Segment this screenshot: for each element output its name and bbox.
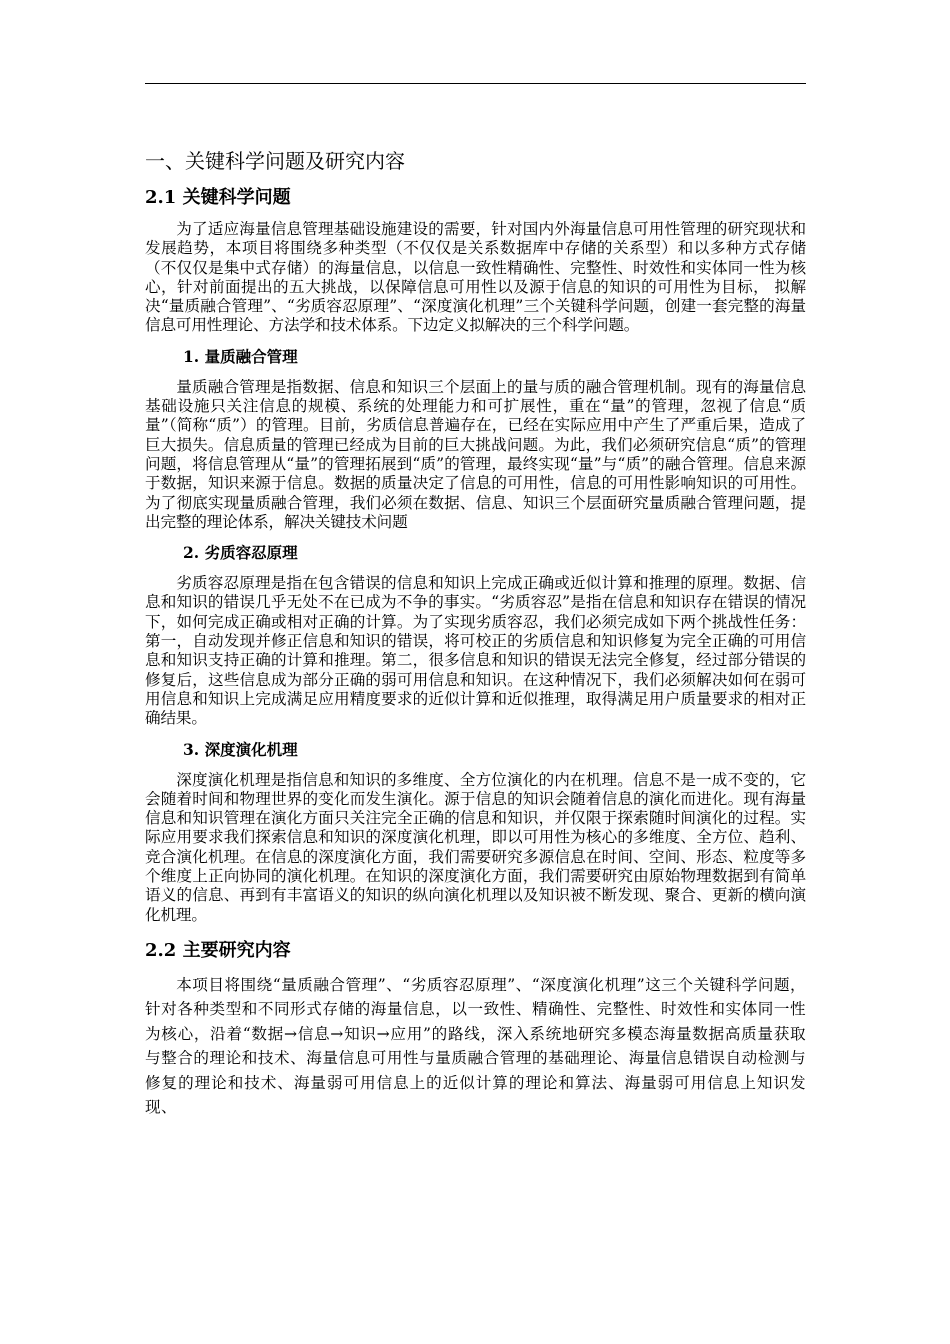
problem-title-quantity-quality: 1. 量质融合管理 bbox=[183, 346, 298, 366]
intro-paragraph: 为了适应海量信息管理基础设施建设的需要，针对国内外海量信息可用性管理的研究现状和发展趋势，本项目将围绕多种类型（不仅仅是关系数据库中存储的关系型）和以多种方式存储（不仅仅是集中式存储）的海量信息，以信息一致性精确性、完整性、时效性和实体同一性为核心，针对前面提出的五大挑战，以保障信息可用性以及源于信息的知识的可用性为目标， 拟解决“量质融合管理”、“劣质容忍原理”、“深度演化机理”三个关键科学问题，创建一套完整的海量信息可用性理论、方法学和技术体系。下边定义拟解决的三个科学问题。 bbox=[145, 220, 806, 335]
problem-body-deep-evolution: 深度演化机理是指信息和知识的多维度、全方位演化的内在机理。信息不是一成不变的，它会随着时间和物理世界的变化而发生演化。源于信息的知识会随着信息的演化而进化。现有海量信息和知识管理在演化方面只关注完全正确的信息和知识，并仅限于探索随时间演化的过程。实际应用要求我们探索信息和知识的深度演化机理，即以可用性为核心的多维度、全方位、趋利、竞合演化机理。在信息的深度演化方面，我们需要研究多源信息在时间、空间、形态、粒度等多个维度上正向协同的演化机理。在知识的深度演化方面，我们需要研究由原始物理数据到有简单语义的信息、再到有丰富语义的知识的纵向演化机理以及知识被不断发现、聚合、更新的横向演化机理。 bbox=[145, 770, 806, 924]
section-title: 一、关键科学问题及研究内容 bbox=[145, 149, 405, 173]
problem-body-poor-quality-tolerance: 劣质容忍原理是指在包含错误的信息和知识上完成正确或近似计算和推理的原理。数据、信息和知识的错误几乎无处不在已成为不争的事实。“劣质容忍”是指在信息和知识存在错误的情况下，如何完成正确或相对正确的计算。为了实现劣质容忍，我们必须完成如下两个挑战性任务：第一，自动发现并修正信息和知识的错误，将可校正的劣质信息和知识修复为完全正确的可用信息和知识支持正确的计算和推理。第二，很多信息和知识的错误无法完全修复，经过部分错误的修复后，这些信息成为部分正确的弱可用信息和知识。在这种情况下，我们必须解决如何在弱可用信息和知识上完成满足应用精度要求的近似计算和近似推理，取得满足用户质量要求的相对正确结果。 bbox=[145, 574, 806, 728]
header-rule bbox=[145, 83, 806, 84]
problem-body-quantity-quality: 量质融合管理是指数据、信息和知识三个层面上的量与质的融合管理机制。现有的海量信息基础设施只关注信息的规模、系统的处理能力和可扩展性，重在“量”的管理，忽视了信息“质量”（简称“质”）的管理。目前，劣质信息普遍存在，已经在实际应用中产生了严重后果，造成了巨大损失。信息质量的管理已经成为目前的巨大挑战问题。为此，我们必须研究信息“质”的管理问题，将信息管理从“量”的管理拓展到“质”的管理，最终实现“量”与“质”的融合管理。信息来源于数据，知识来源于信息。数据的质量决定了信息的可用性，信息的可用性影响知识的可用性。为了彻底实现量质融合管理，我们必须在数据、信息、知识三个层面研究量质融合管理问题，提出完整的理论体系，解决关键技术问题 bbox=[145, 377, 806, 531]
subsection-title-research-content: 2.2 主要研究内容 bbox=[145, 939, 291, 961]
subsection-title-key-problems: 2.1 关键科学问题 bbox=[145, 187, 291, 208]
problem-title-poor-quality-tolerance: 2. 劣质容忍原理 bbox=[183, 543, 298, 563]
research-content-paragraph: 本项目将围绕“量质融合管理”、“劣质容忍原理”、“深度演化机理”这三个关键科学问题，针对各种类型和不同形式存储的海量信息，以一致性、精确性、完整性、时效性和实体同一性为核心，沿着“数据→信息→知识→应用”的路线，深入系统地研究多模态海量数据高质量获取与整合的理论和技术、海量信息可用性与量质融合管理的基础理论、海量信息错误自动检测与修复的理论和技术、海量弱可用信息上的近似计算的理论和算法、海量弱可用信息上知识发现、 bbox=[145, 975, 806, 1117]
document-body bbox=[145, 148, 806, 1120]
problem-title-deep-evolution: 3. 深度演化机理 bbox=[183, 739, 298, 759]
